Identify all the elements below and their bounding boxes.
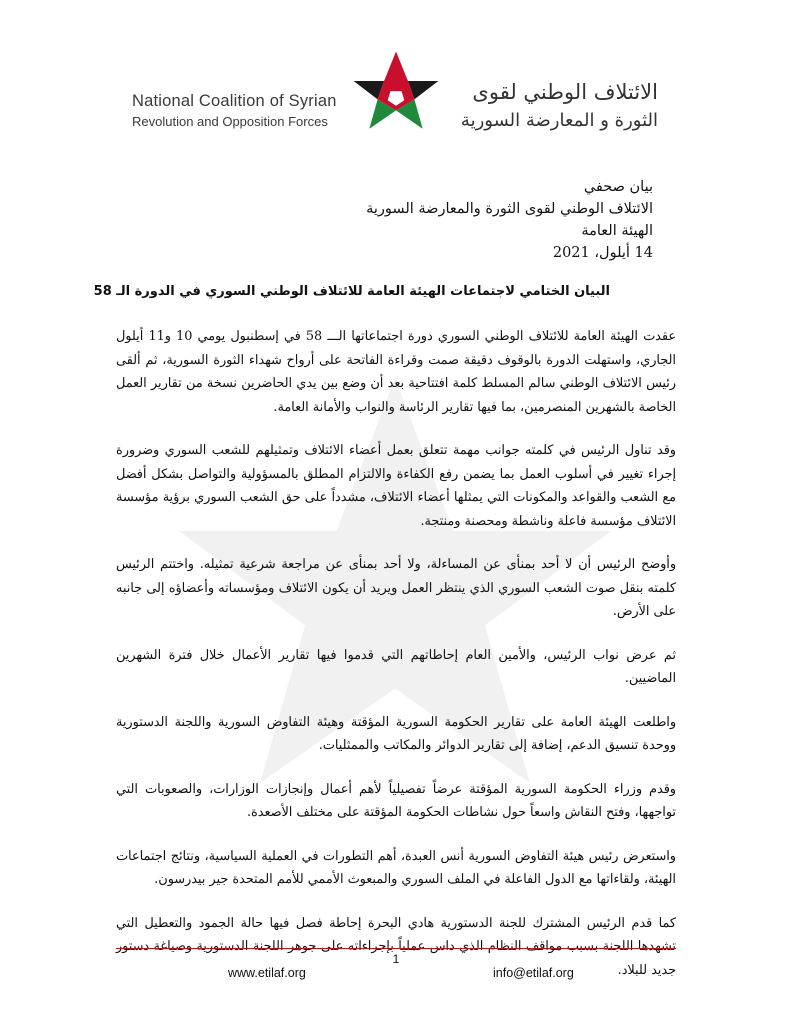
paragraph: كما قدم الرئيس المشترك للجنة الدستورية هادي البحرة إحاطة فصل فيها حالة الجمود والتعطيل التي تشهدها اللجنة بسبب مواقف النظام الذي داس عملياً بإجراءاته على جوهر اللجنة الدستورية وصياغة دستور جديد للبلاد. (116, 915, 676, 978)
email-link[interactable]: info@etilaf.org (493, 966, 574, 980)
paragraph: عقدت الهيئة العامة للائتلاف الوطني السوري دورة اجتماعاتها الـــ 58 في إسطنبول يومي 10 و11 أيلول الجاري، واستهلت الدورة بالوقوف دقيقة صمت وقراءة الفاتحة على أرواح شهداء الثورة السورية، ثم ألقى رئيس الائتلاف الوطني سالم المسلط كلمة افتتاحية بعد أن وضع بين يدي الحاضرين نسخة من تقارير العمل الخاصة بالشهرين المنصرمين، بما فيها تقارير الرئاسة والنواب والأمانة العامة. (116, 329, 676, 415)
website-link[interactable]: www.etilaf.org (228, 966, 306, 980)
issuer: الائتلاف الوطني لقوى الثورة والمعارضة السورية (366, 201, 653, 217)
page-number: 1 (392, 952, 400, 966)
press-release-meta (366, 176, 653, 264)
paragraph: واستعرض رئيس هيئة التفاوض السورية أنس العبدة، أهم التطورات في العملية السياسية، ونتائج اجتماعات الهيئة، ولقاءاتها مع الدول الفاعلة في الملف السوري والمبعوث الأممي للأمم المتحدة جير بيدرسون. (116, 848, 676, 887)
footer-divider (116, 948, 676, 949)
statement-body (116, 325, 676, 1002)
coalition-star-logo-icon (350, 46, 442, 138)
org-subtitle-ar: الثورة و المعارضة السورية (460, 110, 658, 131)
document-type: بيان صحفي (583, 179, 653, 195)
paragraph: واطلعت الهيئة العامة على تقارير الحكومة السورية المؤقتة وهيئة التفاوض السورية واللجنة الدستورية ووحدة تنسيق الدعم، إضافة إلى تقارير الدوائر والمكاتب والممثليات. (116, 714, 676, 753)
paragraph: وأوضح الرئيس أن لا أحد بمنأى عن المساءلة، ولا أحد بمنأى عن مراجعة شرعية تمثيله. واختتم الرئيس كلمته بنقل صوت الشعب السوري الذي ينتظر العمل ويريد أن يكون الائتلاف ومؤسساته وأعضاؤه إلى جانبه على الأرض. (116, 557, 676, 619)
department: الهيئة العامة (581, 223, 653, 239)
statement-headline: البيان الختامي لاجتماعات الهيئة العامة للائتلاف الوطني السوري في الدورة الـ 58 (93, 284, 610, 299)
date: 14 أيلول، 2021 (552, 245, 653, 261)
paragraph: ثم عرض نواب الرئيس، والأمين العام إحاطاتهم التي قدموا فيها تقارير الأعمال خلال فترة الشهرين الماضيين. (116, 647, 676, 686)
letterhead (0, 0, 791, 140)
org-name-ar: الائتلاف الوطني لقوى (472, 80, 658, 104)
paragraph: وقدم وزراء الحكومة السورية المؤقتة عرضاً تفصيلياً لأهم أعمال وإنجازات الوزارات، والصعوبات التي تواجهها، وفتح النقاش واسعاً حول نشاطات الحكومة المؤقتة على مختلف الأصعدة. (116, 781, 676, 820)
paragraph: وقد تناول الرئيس في كلمته جوانب مهمة تتعلق بعمل أعضاء الائتلاف وتمثيلهم للشعب السوري وضرورة إجراء تغيير في أسلوب العمل بما يضمن رفع الكفاءة والالتزام المطلق بالمسؤولية والتواصل بشكل أفضل مع الشعب والقواعد والمكونات التي يمثلها أعضاء الائتلاف، مشدداً على حق الشعب السوري برؤية مؤسسة الائتلاف مؤسسة فاعلة وناشطة ومحصنة ومنتجة. (116, 443, 676, 529)
org-subtitle-en: Revolution and Opposition Forces (132, 114, 328, 129)
org-name-en: National Coalition of Syrian (132, 92, 337, 110)
